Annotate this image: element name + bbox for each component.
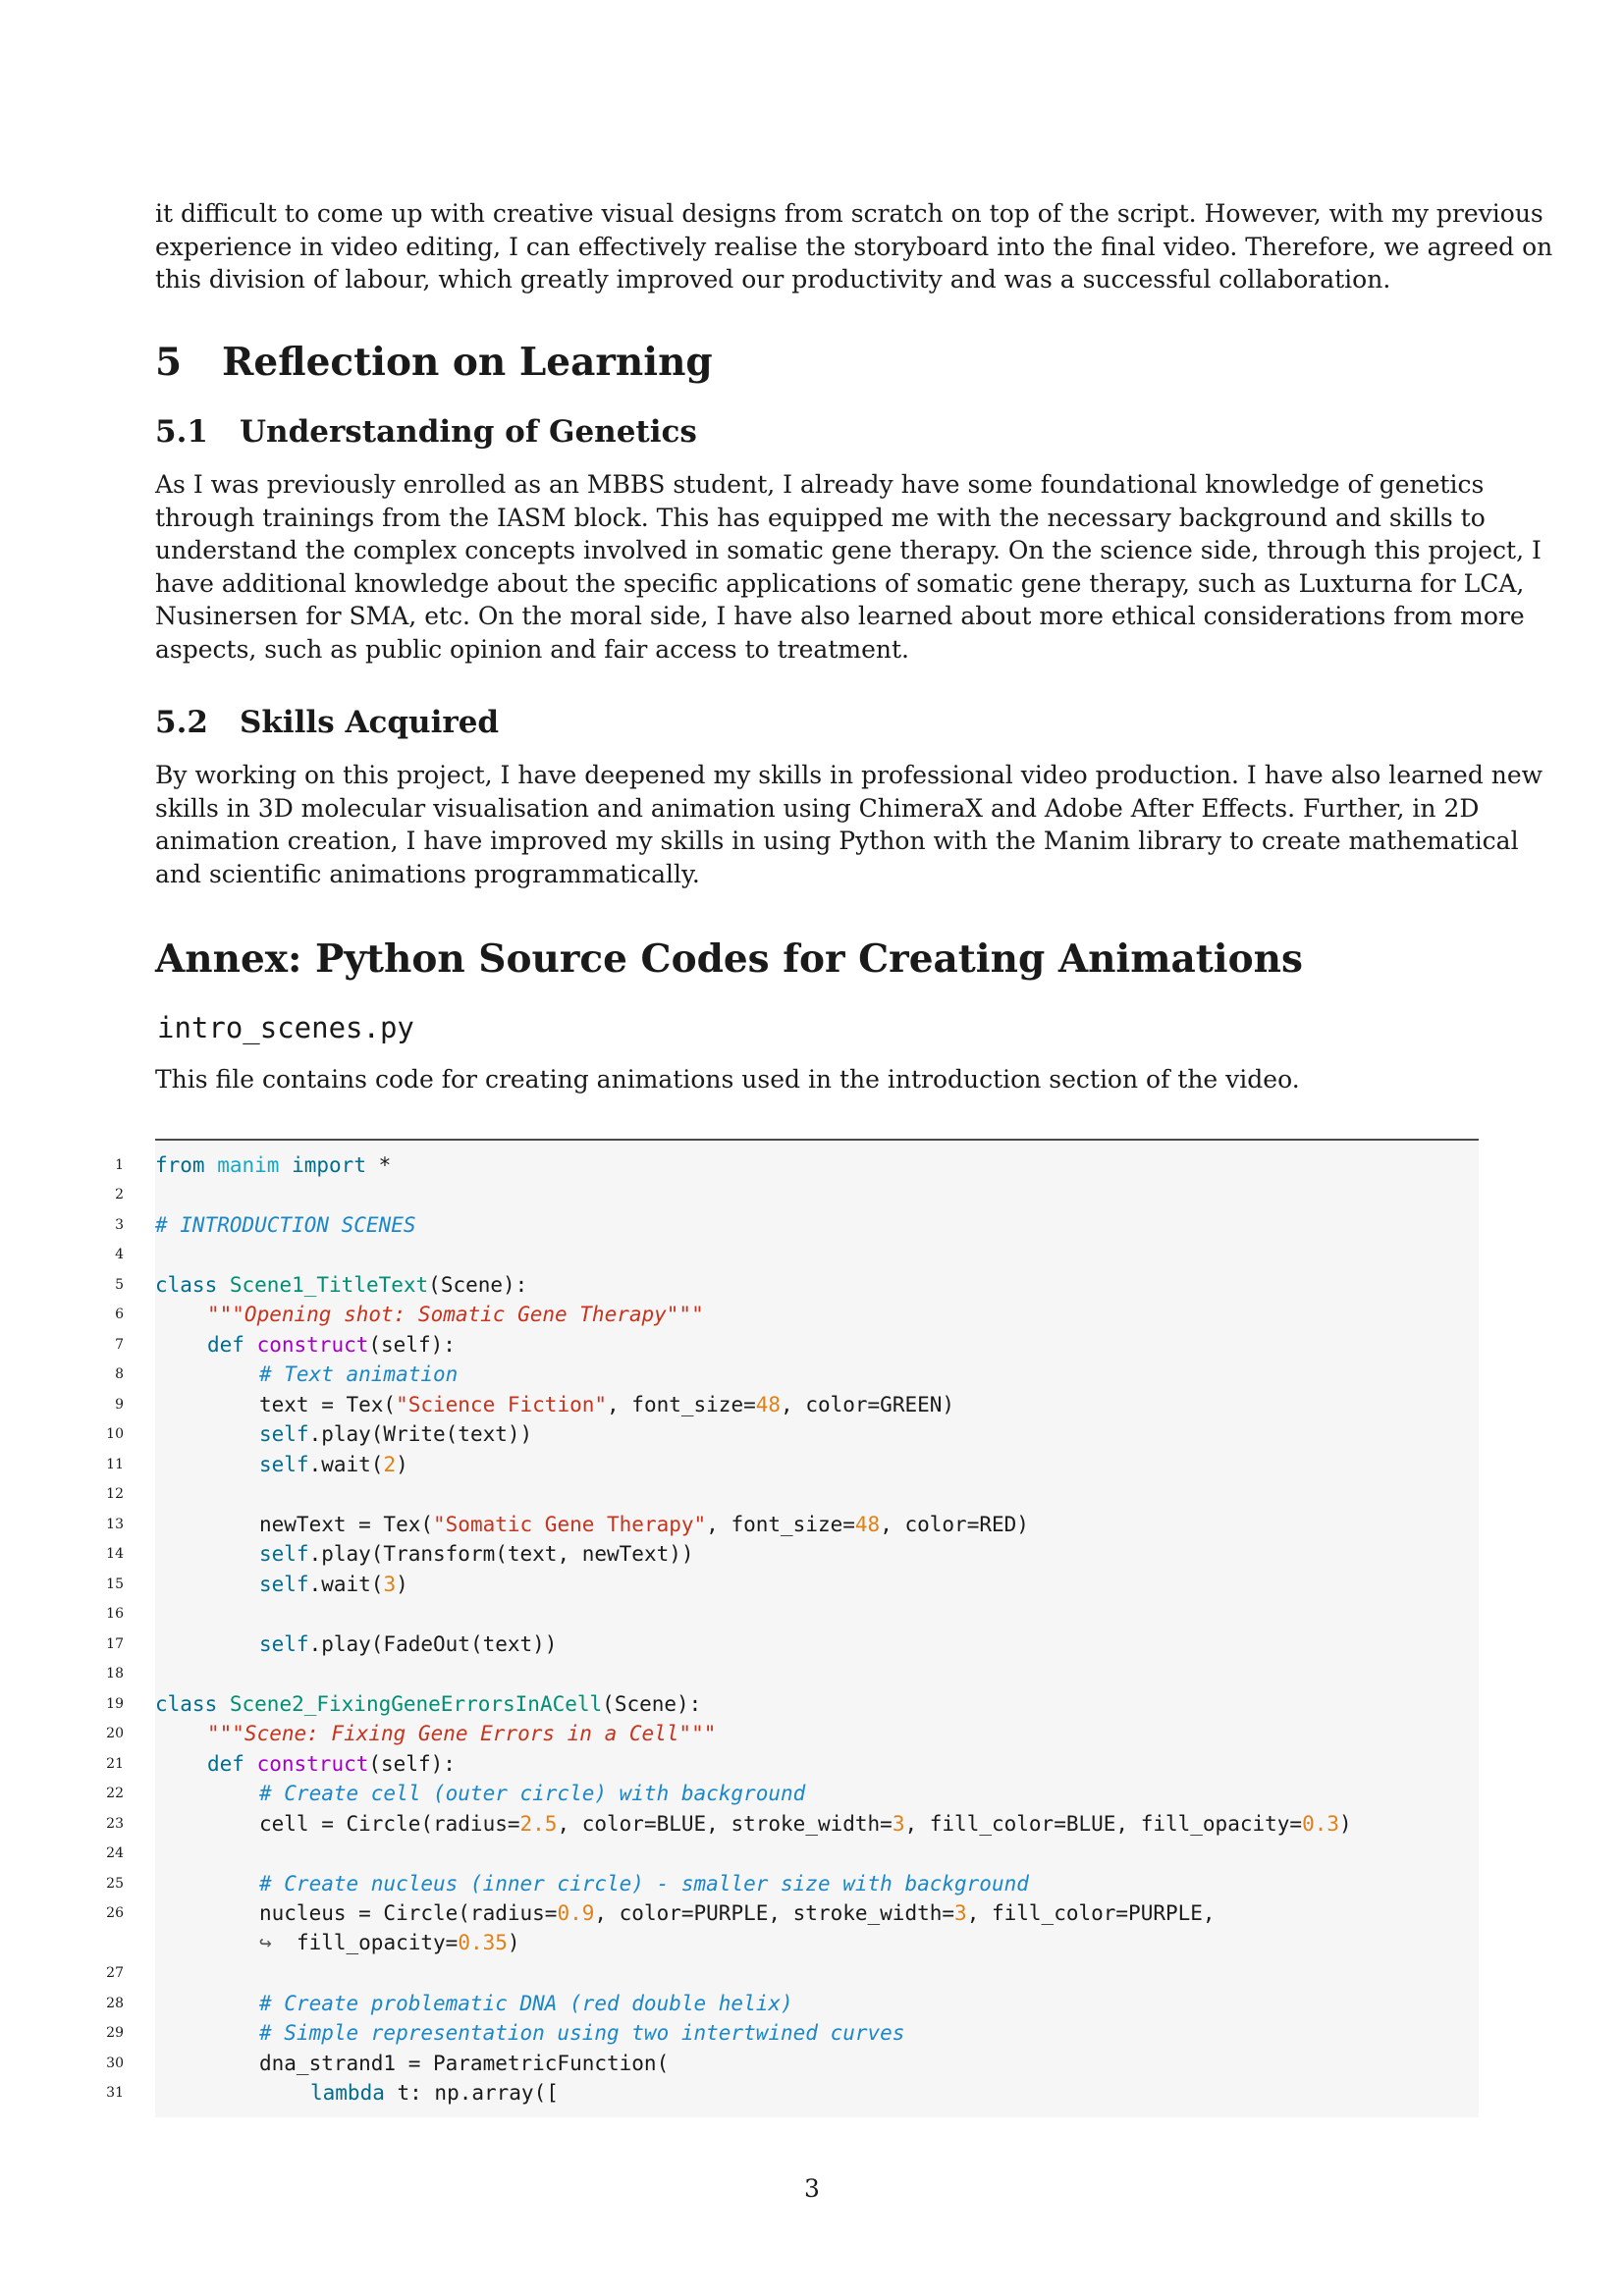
code-text: ) [396,1573,408,1596]
subsection-title: Skills Acquired [240,705,500,740]
line-number: 27 [106,1965,124,1981]
line-number: 12 [106,1486,124,1502]
keyword: self [259,1453,309,1476]
keyword: from [155,1153,205,1177]
code-comment: # Simple representation using two intertwined curves [259,2021,905,2045]
string-literal: "Science Fiction" [396,1393,608,1416]
line-number: 1 [115,1157,124,1173]
code-line [259,1419,532,1449]
line-number: 21 [106,1756,124,1772]
function-name: construct [256,1333,369,1357]
code-text: .play(Write(text)) [308,1422,533,1446]
code-text: .wait( [308,1573,384,1596]
code-text: , color=PURPLE, stroke_width= [594,1901,955,1925]
annex-filename: intro_scenes.py [157,1011,414,1044]
line-number: 23 [106,1816,124,1832]
code-line [155,1689,701,1719]
code-comment: # Create cell (outer circle) with background [259,1782,806,1805]
keyword: self [259,1632,309,1656]
code-text: (self): [368,1752,456,1776]
code-text: , fill_color=PURPLE, [966,1901,1216,1925]
code-text: , font_size= [706,1513,855,1536]
code-text: .wait( [308,1453,384,1476]
keyword: import [292,1153,366,1177]
line-number: 6 [115,1307,124,1322]
code-text: * [365,1153,392,1177]
code-line [155,1150,391,1180]
line-number: 13 [106,1517,124,1532]
code-text: ) [396,1453,408,1476]
code-comment: # INTRODUCTION SCENES [155,1213,416,1237]
line-number: 2 [115,1187,124,1202]
line-number: 25 [106,1876,124,1892]
line-number: 24 [106,1845,124,1861]
code-text: ) [507,1931,520,1954]
subsection-number: 5.1 [155,414,208,450]
paragraph-line: aspects, such as public opinion and fair access to treatment. [155,634,909,664]
keyword: def [207,1752,244,1776]
annex-heading: Annex: Python Source Codes for Creating Animations [155,936,1303,982]
code-line [259,1390,954,1419]
subsection-title: Understanding of Genetics [240,414,697,450]
code-line [259,1570,408,1599]
paragraph-line: this division of labour, which greatly improved our productivity and was a successful collaboration. [155,265,1391,294]
code-text: newText = Tex( [259,1513,434,1536]
section-number: 5 [155,340,183,385]
keyword: def [207,1333,244,1357]
line-number: 14 [106,1546,124,1562]
code-text: , color=BLUE, stroke_width= [557,1812,893,1836]
code-text: , fill_color=BLUE, fill_opacity= [904,1812,1303,1836]
code-comment: # Text animation [259,1362,459,1386]
code-line [207,1749,456,1779]
section-heading [155,340,713,385]
line-number: 18 [106,1666,124,1682]
code-text: nucleus = Circle(radius= [259,1901,558,1925]
paragraph-line: skills in 3D molecular visualisation and animation using ChimeraX and Adobe After Effects. Further, in 2D [155,793,1480,823]
paragraph-line: As I was previously enrolled as an MBBS student, I already have some foundational knowledge of genetics [155,470,1485,499]
code-line [259,2049,669,2078]
code-text: .play(FadeOut(text)) [308,1632,558,1656]
code-text: text = Tex( [259,1393,397,1416]
line-number: 4 [115,1247,124,1262]
subsection-number: 5.2 [155,705,208,740]
keyword: class [155,1692,218,1716]
number-literal: 0.35 [458,1931,508,1954]
code-line [259,1898,1216,1928]
number-literal: 2.5 [519,1812,558,1836]
code-line [155,1210,416,1240]
paragraph-line: experience in video editing, I can effectively realise the storyboard into the final video. Therefore, we agreed on [155,232,1553,261]
paragraph-line: through trainings from the IASM block. This has equipped me with the necessary background and skills to [155,503,1486,532]
code-line [259,1450,408,1479]
number-literal: 0.3 [1302,1812,1339,1836]
number-literal: 3 [892,1812,905,1836]
number-literal: 3 [954,1901,967,1925]
code-line [259,1809,1352,1839]
line-number: 28 [106,1996,124,2011]
code-comment: # Create nucleus (inner circle) - smaller size with background [259,1872,1029,1896]
line-number: 26 [106,1905,124,1921]
code-text: ) [1339,1812,1352,1836]
docstring: """Scene: Fixing Gene Errors in a Cell""" [207,1722,717,1745]
line-number: 19 [106,1696,124,1712]
paragraph-line: This file contains code for creating animations used in the introduction section of the video. [155,1065,1300,1094]
page-number: 3 [804,2174,820,2203]
class-name: Scene1_TitleText [229,1273,429,1297]
code-text: cell = Circle(radius= [259,1812,520,1836]
code-text: t: np.array([ [384,2081,559,2105]
paragraph-line: animation creation, I have improved my skills in using Python with the Manim library to create mathematical [155,827,1519,855]
code-text: , font_size= [607,1393,756,1416]
line-number: 5 [115,1277,124,1293]
keyword: self [259,1573,309,1596]
line-number: 10 [106,1426,124,1442]
skills-paragraph [155,759,1543,890]
code-text: (Scene): [428,1273,528,1297]
code-text: , color=GREEN) [781,1393,955,1416]
code-text: (Scene): [602,1692,702,1716]
function-name: construct [256,1752,369,1776]
code-line [259,1989,793,2018]
code-text: , color=RED) [880,1513,1029,1536]
module-name: manim [217,1153,280,1177]
docstring: """Opening shot: Somatic Gene Therapy""" [207,1303,704,1326]
number-literal: 2 [383,1453,397,1476]
class-name: Scene2_FixingGeneErrorsInACell [229,1692,603,1716]
code-line [155,1270,527,1300]
section-title: Reflection on Learning [222,340,713,385]
code-line [259,2018,904,2048]
line-number: 15 [106,1576,124,1592]
paragraph-line: it difficult to come up with creative visual designs from scratch on top of the script. However, with my previous [155,199,1543,228]
code-line [310,2078,559,2108]
code-line [207,1330,456,1360]
code-line [259,1629,557,1659]
code-line [207,1719,716,1748]
code-comment: # Create problematic DNA (red double helix) [259,1992,793,2015]
intro-paragraph [155,197,1553,296]
keyword: self [259,1542,309,1566]
line-number: 3 [115,1217,124,1233]
line-number: 11 [106,1457,124,1472]
code-line [259,1510,1029,1539]
line-number: 20 [106,1726,124,1741]
code-text: .play(Transform(text, newText)) [308,1542,694,1566]
genetics-paragraph [155,468,1542,666]
paragraph-line: understand the complex concepts involved in somatic gene therapy. On the science side, through this project, I [155,536,1542,564]
number-literal: 0.9 [557,1901,595,1925]
code-line-wrapped [259,1928,520,1957]
code-line [259,1539,694,1569]
paragraph-line: Nusinersen for SMA, etc. On the moral side, I have also learned about more ethical considerations from more [155,602,1525,630]
code-text: dna_strand1 = ParametricFunction( [259,2052,670,2075]
annex-description [155,1063,1479,1096]
code-line [259,1779,805,1808]
number-literal: 48 [755,1393,782,1416]
line-number: 8 [115,1366,124,1382]
code-line [207,1300,704,1329]
subsection-heading [155,705,499,740]
keyword: class [155,1273,218,1297]
line-number: 22 [106,1786,124,1801]
line-number: 17 [106,1636,124,1652]
code-text: (self): [368,1333,456,1357]
line-number: 31 [106,2085,124,2101]
subsection-heading [155,414,697,450]
paragraph-line: have additional knowledge about the specific applications of somatic gene therapy, such as Luxturna for LCA, [155,568,1525,598]
code-line [259,1869,1029,1898]
line-number: 16 [106,1606,124,1622]
line-number: 29 [106,2025,124,2041]
paragraph-line: By working on this project, I have deepened my skills in professional video production. I have also learned new [155,761,1543,789]
line-number: 30 [106,2056,124,2071]
code-text: fill_opacity= [296,1931,459,1954]
line-number: 9 [115,1397,124,1413]
code-line [259,1360,458,1389]
keyword: self [259,1422,309,1446]
string-literal: "Somatic Gene Therapy" [433,1513,707,1536]
number-literal: 48 [854,1513,881,1536]
number-literal: 3 [383,1573,397,1596]
paragraph-line: and scientific animations programmatically. [155,859,700,888]
line-wrap-arrow-icon: ↪ [259,1931,272,1954]
keyword: lambda [310,2081,385,2105]
line-number: 7 [115,1337,124,1353]
